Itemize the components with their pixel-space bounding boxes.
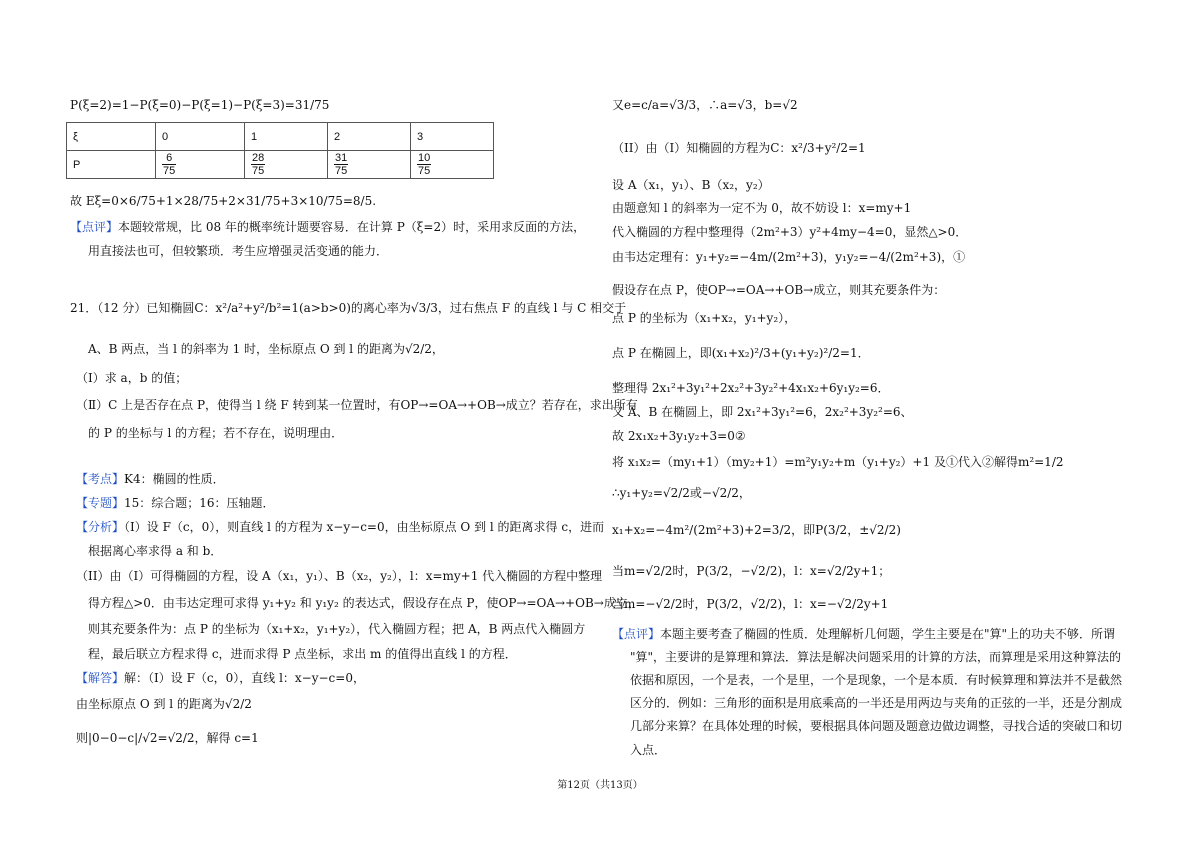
solution-text: 又 A、B 在椭圆上，即 2x₁²+3y₁²=6，2x₂²+3y₂²=6、 [612,405,913,419]
review-paragraph-2 [612,627,1115,641]
solution-text: 假设存在点 P，使OP→=OA→+OB→成立，则其充要条件为： [612,283,946,297]
question-21-part1: （Ⅰ）求 a，b 的值； [76,371,188,385]
review-text: 用直接法也可，但较繁琐．考生应增强灵活变通的能力． [88,244,389,258]
solution-text: 整理得 2x₁²+3y₁²+2x₂²+3y₂²+4x₁x₂+6y₁y₂=6． [612,381,890,395]
solution-text: ∴y₁+y₂=√2/2或−√2/2， [612,486,751,500]
table-cell [156,151,245,179]
review-text: 入点． [630,743,667,757]
review-text: 依据和原因，一个是表，一个是里，一个是现象，一个是本质．有时候算理和算法并不是截然 [630,673,1123,687]
solution-text: 故 2x₁x₂+3y₁y₂+3=0② [612,429,746,443]
solution-text: 将 x₁x₂=（my₁+1）（my₂+1）=m²y₁y₂+m（y₁+y₂）+1 及①代入②解得m²=1/2 [612,455,1064,469]
table-cell: ξ [67,123,156,151]
analysis-text: 程，最后联立方程求得 c，进而求得 P 点坐标，求出 m 的值得出直线 l 的方程． [88,647,517,661]
solution-text: 由坐标原点 O 到 l 的距离为√2/2 [76,697,252,711]
solution-text: 点 P 的坐标为（x₁+x₂，y₁+y₂）， [612,311,797,325]
table-row [67,151,494,179]
solution-text: 设 A（x₁，y₁）、B（x₂，y₂） [612,178,770,192]
analysis-tag: 【分析】 [76,520,125,534]
solution-text: 又e=c/a=√3/3，∴a=√3，b=√2 [612,98,798,112]
distribution-table [66,122,494,179]
solution-line [76,671,365,685]
table-cell: 1 [245,123,328,151]
solution-text: 当m=−√2/2时，P(3/2，√2/2)，l：x=−√2/2y+1 [612,597,889,611]
zhuanti-tag: 【专题】 [76,496,125,510]
solution-text: 解：（I）设 F（c，0），直线 l：x−y−c=0， [124,671,365,685]
fraction-numerator: 6 [162,152,176,165]
kaodian-line [76,472,225,486]
table-cell: P [67,151,156,179]
fraction-denominator: 75 [418,165,431,177]
solution-text: x₁+x₂=−4m²/(2m²+3)+2=3/2，即P(3/2，±√2/2) [612,523,901,537]
review-text: 区分的．例如：三角形的面积是用底乘高的一半还是用两边与夹角的正弦的一半，还是分割成 [630,696,1123,710]
analysis-text: 根据离心率求得 a 和 b． [88,544,223,558]
fraction-denominator: 75 [163,165,176,177]
table-cell [328,151,411,179]
fraction-numerator: 10 [418,152,431,164]
analysis-line [76,520,604,534]
fraction-numerator: 28 [252,152,265,164]
probability-line: P(ξ=2)=1−P(ξ=0)−P(ξ=1)−P(ξ=3)=31/75 [70,98,330,112]
solution-text: 则|0−0−c|/√2=√2/2，解得 c=1 [76,731,259,745]
solution-text: 当m=√2/2时，P(3/2，−√2/2)，l：x=√2/2y+1； [612,564,891,578]
review-tag: 【点评】 [70,220,119,234]
fraction-denominator: 75 [252,165,265,177]
solution-tag: 【解答】 [76,671,125,685]
analysis-text: 得方程△>0．由韦达定理可求得 y₁+y₂ 和 y₁y₂ 的表达式，假设存在点 P，使OP→=OA→+OB→成立， [88,596,640,610]
table-cell: 2 [328,123,411,151]
solution-text: 由韦达定理有：y₁+y₂=−4m/(2m²+3)，y₁y₂=−4/(2m²+3)，① [612,250,966,264]
analysis-text: 则其充要条件为：点 P 的坐标为（x₁+x₂，y₁+y₂），代入椭圆方程；把 A，B 两点代入椭圆方 [88,622,586,636]
analysis-text: （II）由（I）可得椭圆的方程，设 A（x₁，y₁）、B（x₂，y₂），l：x=my+1 代入椭圆的方程中整理 [76,569,603,583]
solution-text: 代入椭圆的方程中整理得（2m²+3）y²+4my−4=0，显然△>0． [612,225,968,239]
question-21-part2: （Ⅱ）C 上是否存在点 P，使得当 l 绕 F 转到某一位置时，有OP→=OA→+OB→成立？若存在，求出所有 [76,398,638,412]
review-text: 本题主要考查了椭圆的性质．处理解析几何题，学生主要是在"算"上的功夫不够．所谓 [660,627,1116,641]
review-text: 几部分来算？在具体处理的时候，要根据具体问题及题意边做边调整，寻找合适的突破口和切 [630,719,1123,733]
review-tag: 【点评】 [612,627,661,641]
question-21-line: A、B 两点，当 l 的斜率为 1 时，坐标原点 O 到 l 的距离为√2/2， [88,342,444,356]
kaodian-tag: 【考点】 [76,472,125,486]
review-text: 本题较常规，比 08 年的概率统计题要容易．在计算 P（ξ=2）时，采用求反面的方法， [118,220,586,234]
zhuanti-text: 15：综合题；16：压轴题． [124,496,275,510]
table-cell [411,151,494,179]
question-21-stem: 21．（12 分）已知椭圆C：x²/a²+y²/b²=1(a>b>0)的离心率为√3/3，过右焦点 F 的直线 l 与 C 相交于 [70,301,627,315]
question-21-line: 的 P 的坐标与 l 的方程；若不存在，说明理由． [88,426,344,440]
expectation-line: 故 Eξ=0×6/75+1×28/75+2×31/75+3×10/75=8/5. [70,194,377,208]
solution-text: 由题意知 l 的斜率为一定不为 0，故不妨设 l：x=my+1 [612,201,912,215]
page-footer: 第12页（共13页） [557,780,643,791]
table-cell [245,151,328,179]
solution-text: （II）由（I）知椭圆的方程为C：x²/3+y²/2=1 [612,141,866,155]
review-text: "算"，主要讲的是算理和算法．算法是解决问题采用的计算的方法，而算理是采用这种算法的 [630,650,1122,664]
analysis-text: （I）设 F（c，0），则直线 l 的方程为 x−y−c=0，由坐标原点 O 到 l 的距离求得 c，进而 [124,520,605,534]
table-cell: 3 [411,123,494,151]
solution-text: 点 P 在椭圆上，即(x₁+x₂)²/3+(y₁+y₂)²/2=1． [612,346,870,360]
zhuanti-line [76,496,275,510]
table-header-row [67,123,494,151]
fraction-numerator: 31 [335,152,348,164]
review-paragraph-1 [70,220,585,234]
fraction-denominator: 75 [335,165,348,177]
kaodian-text: K4：椭圆的性质． [124,472,225,486]
table-cell: 0 [156,123,245,151]
